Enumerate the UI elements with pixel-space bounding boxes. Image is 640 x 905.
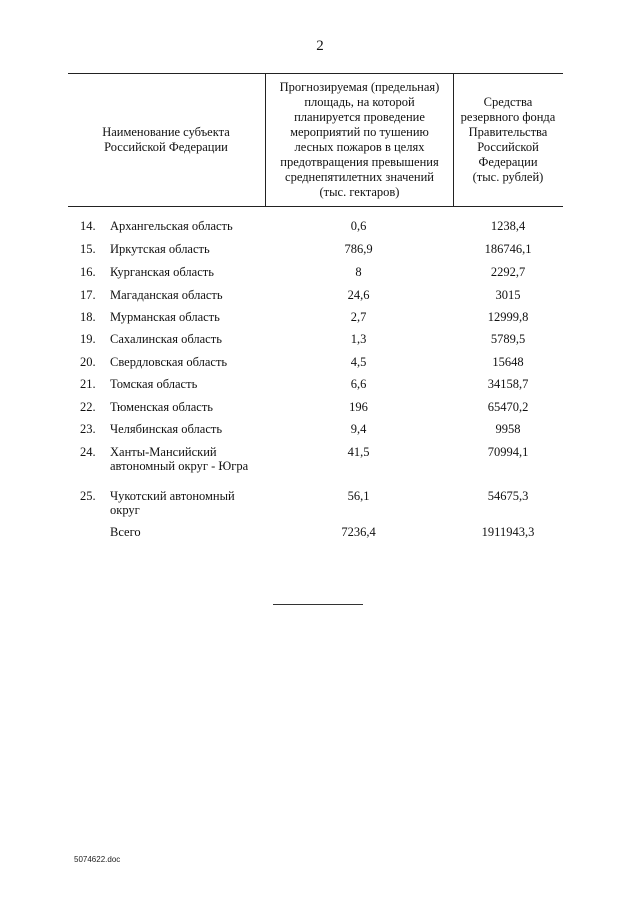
total-funds: 1911943,3 bbox=[481, 525, 535, 539]
row-area: 1,3 bbox=[350, 332, 367, 346]
row-area: 41,5 bbox=[347, 445, 370, 459]
row-area: 24,6 bbox=[347, 288, 370, 302]
row-funds: 54675,3 bbox=[487, 489, 529, 503]
end-divider bbox=[273, 604, 363, 605]
row-number: 17. bbox=[80, 288, 96, 302]
row-area: 4,5 bbox=[350, 355, 367, 369]
row-funds: 12999,8 bbox=[487, 310, 529, 324]
row-number: 18. bbox=[80, 310, 96, 324]
row-subject: Иркутская область bbox=[110, 242, 210, 256]
row-subject: Тюменская область bbox=[110, 400, 213, 414]
row-funds: 3015 bbox=[495, 288, 521, 302]
row-area: 0,6 bbox=[350, 219, 367, 233]
header-line: Прогнозируемая (предельная) bbox=[279, 80, 440, 94]
row-funds: 70994,1 bbox=[487, 445, 529, 459]
row-number: 14. bbox=[80, 219, 96, 233]
header-line: резервного фонда bbox=[460, 110, 556, 124]
header-line: Средства bbox=[483, 95, 533, 109]
row-area: 6,6 bbox=[350, 377, 367, 391]
row-area: 786,9 bbox=[344, 242, 373, 256]
row-number: 21. bbox=[80, 377, 96, 391]
row-subject: Челябинская область bbox=[110, 422, 223, 436]
header-line: (тыс. гектаров) bbox=[319, 185, 400, 199]
header-line: планируется проведение bbox=[294, 110, 425, 124]
header-line: (тыс. рублей) bbox=[472, 170, 544, 184]
row-area: 196 bbox=[349, 400, 368, 414]
header-line: мероприятий по тушению bbox=[290, 125, 429, 139]
header-line: Федерации bbox=[478, 155, 538, 169]
row-number: 25. bbox=[80, 489, 96, 503]
row-area: 2,7 bbox=[350, 310, 367, 324]
header-line: среднепятилетних значений bbox=[285, 170, 434, 184]
row-subject: Магаданская область bbox=[110, 288, 223, 302]
row-area: 8 bbox=[355, 265, 362, 279]
row-area: 9,4 bbox=[350, 422, 367, 436]
row-number: 16. bbox=[80, 265, 96, 279]
header-line: лесных пожаров в целях bbox=[294, 140, 425, 154]
header-line: площадь, на которой bbox=[304, 95, 415, 109]
row-funds: 5789,5 bbox=[490, 332, 526, 346]
row-funds: 186746,1 bbox=[484, 242, 532, 256]
row-funds: 2292,7 bbox=[490, 265, 526, 279]
row-subject: Архангельская область bbox=[110, 219, 233, 233]
row-number: 24. bbox=[80, 445, 96, 459]
header-reserve-funds bbox=[453, 74, 563, 206]
row-area: 56,1 bbox=[347, 489, 370, 503]
row-subject: Чукотский автономный округ bbox=[110, 489, 235, 517]
header-line: Российской bbox=[477, 140, 539, 154]
row-funds: 9958 bbox=[495, 422, 521, 436]
row-subject: Мурманская область bbox=[110, 310, 220, 324]
header-subject-name bbox=[68, 74, 264, 206]
row-number: 20. bbox=[80, 355, 96, 369]
header-line: Наименование субъекта bbox=[102, 125, 230, 139]
row-subject: Ханты-Мансийский автономный округ - Югра bbox=[110, 445, 249, 473]
row-funds: 1238,4 bbox=[490, 219, 526, 233]
header-line: предотвращения превышения bbox=[280, 155, 439, 169]
row-number: 19. bbox=[80, 332, 96, 346]
header-line: Правительства bbox=[468, 125, 548, 139]
header-forecast-area bbox=[265, 74, 454, 206]
row-subject: Свердловская область bbox=[110, 355, 228, 369]
page-number: 2 bbox=[316, 38, 324, 54]
table-header bbox=[68, 73, 563, 207]
total-label: Всего bbox=[110, 525, 141, 539]
row-subject: Томская область bbox=[110, 377, 198, 391]
row-funds: 15648 bbox=[492, 355, 524, 369]
row-subject: Сахалинская область bbox=[110, 332, 222, 346]
row-funds: 34158,7 bbox=[487, 377, 529, 391]
header-line: Российской Федерации bbox=[104, 140, 228, 154]
data-table bbox=[68, 73, 563, 539]
row-number: 23. bbox=[80, 422, 96, 436]
footer-filename: 5074622.doc bbox=[74, 855, 121, 864]
row-funds: 65470,2 bbox=[487, 400, 529, 414]
row-number: 15. bbox=[80, 242, 96, 256]
row-number: 22. bbox=[80, 400, 96, 414]
row-subject: Курганская область bbox=[110, 265, 214, 279]
total-area: 7236,4 bbox=[341, 525, 376, 539]
